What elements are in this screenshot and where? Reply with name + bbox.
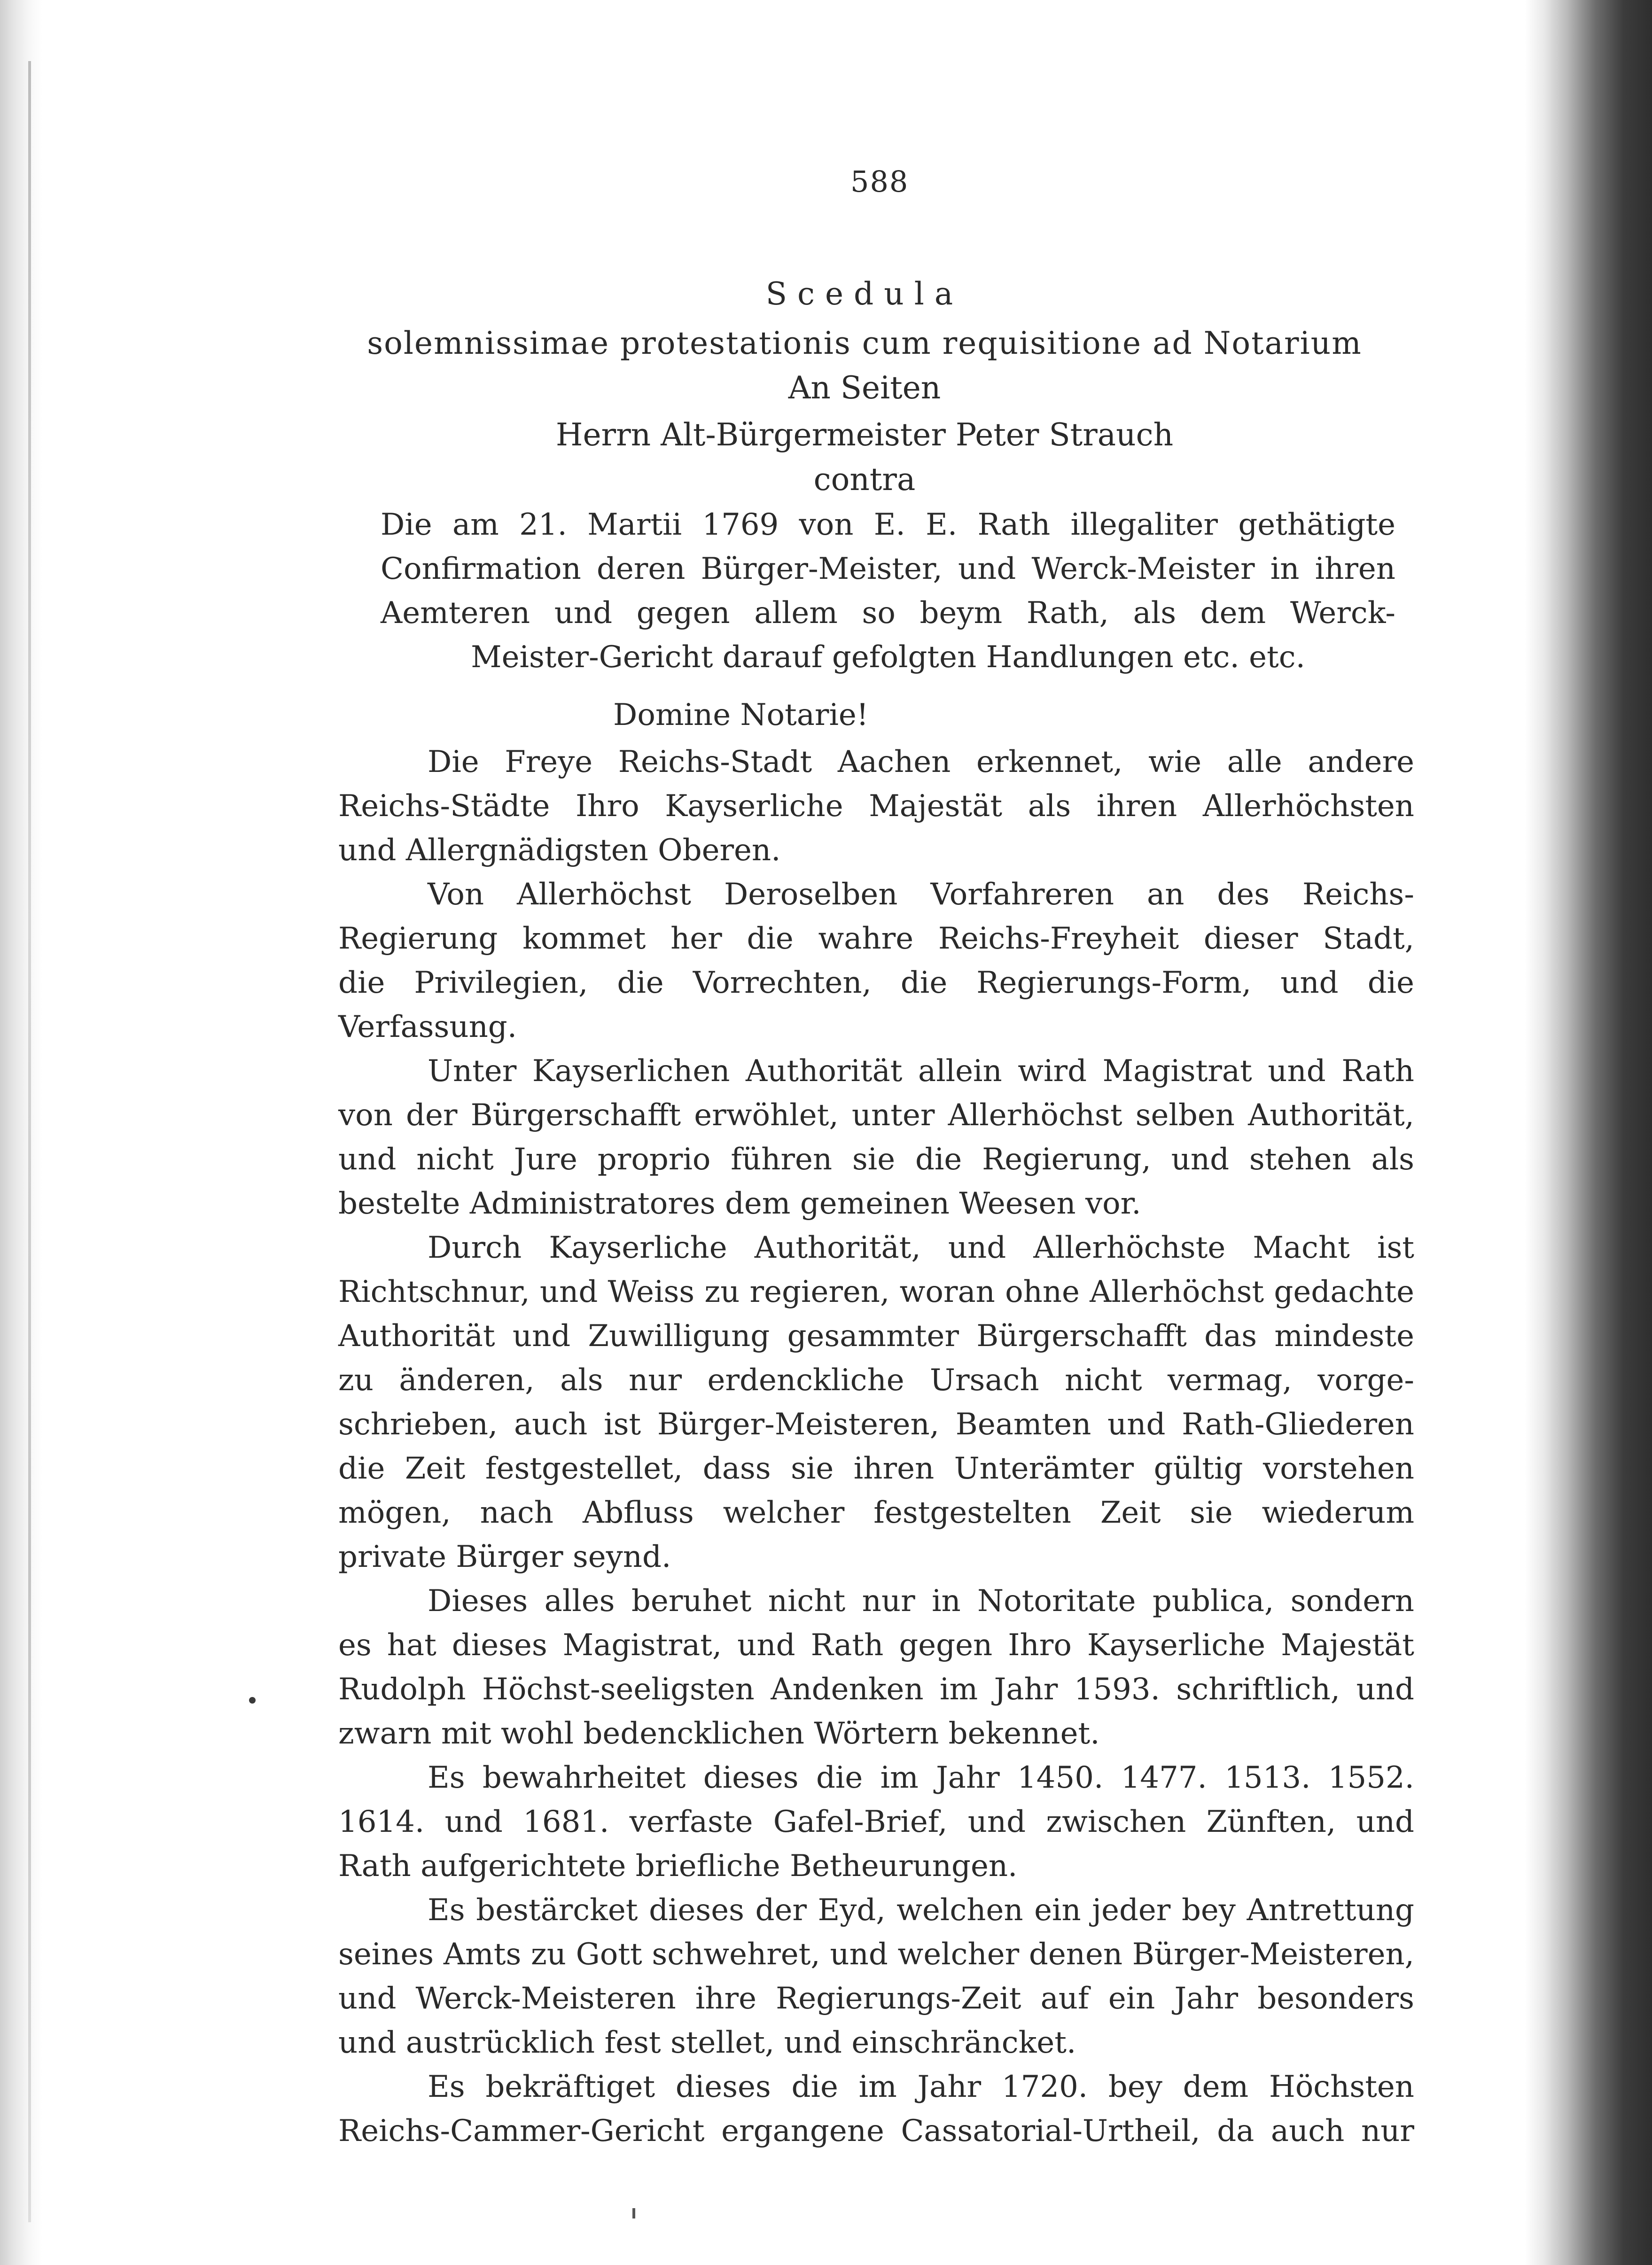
paragraph-line: Regierung kommet her die wahre Reichs-Freyheit dieser Stadt, [338, 921, 1414, 956]
paragraph-line: Verfassung. [338, 1010, 517, 1044]
scan-right-shadow [1525, 0, 1652, 2265]
paragraph-line: die Zeit festgestellet, dass sie ihren Unterämter gültig vorstehen [338, 1451, 1414, 1486]
paragraph-line: und Allergnädigsten Oberen. [338, 833, 781, 868]
paragraph-line: schrieben, auch ist Bürger-Meisteren, Beamten und Rath-Gliederen [338, 1407, 1414, 1442]
paragraph-line: zwarn mit wohl bedencklichen Wörtern bekennet. [338, 1716, 1100, 1751]
paragraph-line: bestelte Administratores dem gemeinen Weesen vor. [338, 1186, 1141, 1221]
document-title: Scedula [765, 276, 964, 312]
paragraph-line: die Privilegien, die Vorrechten, die Regierungs-Form, und die [338, 965, 1414, 1000]
page-number: 588 [850, 164, 909, 199]
paragraph-line: und nicht Jure proprio führen sie die Regierung, und stehen als [338, 1142, 1414, 1177]
paragraph-line: 1614. und 1681. verfaste Gafel-Brief, und zwischen Zünften, und [338, 1805, 1414, 1839]
heading-party: Herrn Alt-Bürgermeister Peter Strauch [555, 417, 1174, 453]
paragraph-line: Rath aufgerichtete briefliche Betheurungen. [338, 1849, 1018, 1884]
paragraph-line: mögen, nach Abfluss welcher festgestelten Zeit sie wiederum [338, 1495, 1414, 1530]
subject-block [381, 503, 1395, 679]
salutation: Domine Notarie! [613, 698, 869, 732]
subject-line: Confirmation deren Bürger-Meister, und Werck-Meister in ihren [381, 552, 1395, 586]
paragraph-line: Es bewahrheitet dieses die im Jahr 1450. 1477. 1513. 1552. [428, 1760, 1414, 1795]
paragraph-line: Rudolph Höchst-seeligsten Andenken im Jahr 1593. schriftlich, und [338, 1672, 1414, 1707]
scan-speck [632, 2208, 635, 2218]
subject-line: Aemteren und gegen allem so beym Rath, als dem Werck- [381, 596, 1395, 630]
paragraph-line: Authorität und Zuwilligung gesammter Bürgerschafft das mindeste [338, 1319, 1414, 1354]
paragraph-line: private Bürger seynd. [338, 1540, 671, 1574]
paragraph-line: es hat dieses Magistrat, und Rath gegen Ihro Kayserliche Majestät [338, 1628, 1414, 1663]
heading-an-seiten: An Seiten [788, 370, 941, 406]
margin-dot-mark [249, 1697, 256, 1704]
paragraph-line: Es bekräftiget dieses die im Jahr 1720. bey dem Höchsten [428, 2070, 1414, 2104]
paragraph-line: zu änderen, als nur erdenckliche Ursach nicht vermag, vorge- [338, 1363, 1414, 1398]
paragraph-line: Es bestärcket dieses der Eyd, welchen ein jeder bey Antrettung [428, 1893, 1414, 1928]
subject-line: Meister-Gericht darauf gefolgten Handlungen etc. etc. [471, 640, 1305, 675]
subject-line: Die am 21. Martii 1769 von E. E. Rath illegaliter gethätigte [381, 507, 1395, 542]
scan-left-binding-line [28, 61, 31, 2222]
paragraph-line: Durch Kayserliche Authorität, und Allerhöchste Macht ist [428, 1230, 1414, 1265]
paragraph-line: Dieses alles beruhet nicht nur in Notoritate publica, sondern [428, 1584, 1414, 1619]
paragraph-line: und Werck-Meisteren ihre Regierungs-Zeit auf ein Jahr besonders [338, 1981, 1414, 2016]
scan-left-edge [0, 0, 42, 2265]
paragraph-line: Reichs-Cammer-Gericht ergangene Cassatorial-Urtheil, da auch nur [338, 2114, 1414, 2148]
paragraph-line: Reichs-Städte Ihro Kayserliche Majestät als ihren Allerhöchsten [338, 789, 1414, 824]
paragraph-line: Unter Kayserlichen Authorität allein wird Magistrat und Rath [428, 1054, 1414, 1089]
paragraph-line: Von Allerhöchst Deroselben Vorfahreren an des Reichs- [428, 877, 1414, 912]
paragraph-line: Richtschnur, und Weiss zu regieren, woran ohne Allerhöchst gedachte [338, 1275, 1414, 1309]
paragraph-line: und austrücklich fest stellet, und einschräncket. [338, 2025, 1076, 2060]
paragraph-line: Die Freye Reichs-Stadt Aachen erkennet, wie alle andere [428, 745, 1414, 779]
body-text [338, 740, 1414, 2153]
heading-contra: contra [813, 461, 916, 498]
paragraph-line: von der Bürgerschafft erwöhlet, unter Allerhöchst selben Authorität, [338, 1098, 1414, 1133]
paragraph-line: seines Amts zu Gott schwehret, und welcher denen Bürger-Meisteren, [338, 1937, 1414, 1972]
document-subtitle: solemnissimae protestationis cum requisitione ad Notarium [367, 325, 1362, 361]
